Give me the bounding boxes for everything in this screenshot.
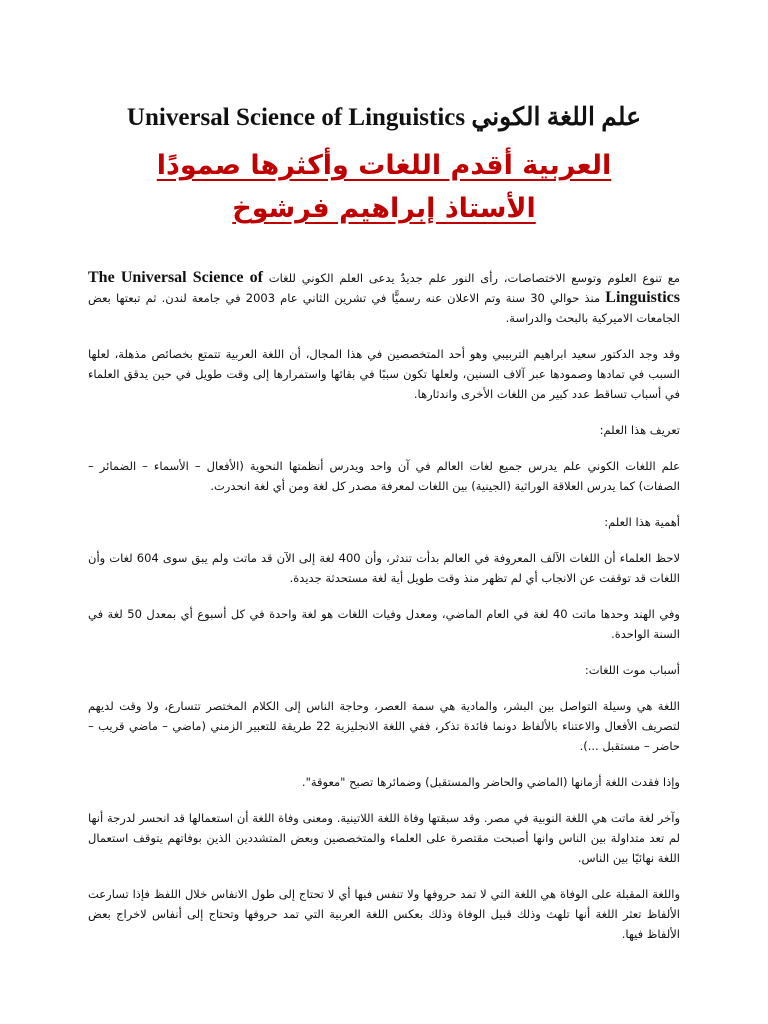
paragraph-dying: واللغة المقبلة على الوفاة هي اللغة التي لا تمد حروفها ولا تنفس فيها أي لا تحتاج إلى طول الانفاس خلال اللفظ فإذا تسارعت الألفاظ تعثر اللغة أنها تلهث وذلك قبيل الوفاة وذلك بعكس اللغة العربية التي تمد حروفها وتحتاج إلى أنفاس لاخراج بعض الألفاظ فيها. bbox=[88, 887, 680, 941]
article-body bbox=[88, 268, 680, 960]
intro-text-end: منذ حوالي 30 سنة وتم الاعلان عنه رسميًّا في تشرين الثاني عام 2003 في جامعة لندن. ثم تبعتها بعض الجامعات الاميركية بالبحث والدراسة. bbox=[88, 291, 680, 325]
paragraph-definition: علم اللغات الكوني علم يدرس جميع لغات العالم في آن واحد ويدرس أنظمتها النحوية (الأفعال – الأسماء – الضمائر – الصفات) كما يدرس العلاقة الوراثية (الجينية) بين اللغات لمعرفة مصدر كل لغة ومن أي لغة انحدرت. bbox=[88, 459, 680, 493]
paragraph-importance: لاحظ العلماء أن اللغات الآلف المعروفة في العالم بدأت تندثر، وأن 400 لغة إلى الآن قد ماتت ولم يبق سوى 604 لغات وأن اللغات قد توقفت عن الانجاب أي لم تظهر منذ وقت طويل أية لغة مستحدثة جديدة. bbox=[88, 551, 680, 585]
article-author: الأستاذ إبراهيم فرشوخ bbox=[232, 193, 536, 224]
paragraph-tenses: وإذا فقدت اللغة أزمانها (الماضي والحاضر والمستقبل) وضمائرها تصبح "معوقة". bbox=[301, 775, 680, 789]
intro-english-term: The Universal Science of Linguistics bbox=[88, 269, 680, 306]
article-title: العربية أقدم اللغات وأكثرها صمودًا bbox=[156, 150, 612, 181]
intro-text-start: مع تنوع العلوم وتوسع الاختصاصات، رأى النور علم جديدٌ يدعى العلم الكوني للغات bbox=[268, 271, 681, 285]
intro-paragraph bbox=[88, 268, 680, 328]
paragraph-researcher: وقد وجد الدكتور سعيد ابراهيم التربيبي وهو أحد المتخصصين في هذا المجال، أن اللغة العربية تتمتع بخصائص مذهلة، لعلها السبب في تمادها وصمودها عبر آلاف السنين، ولعلها تكون سببًا في بقائها واستمرارها إلى وقت طويل في حين يدقق العلماء في أسباب تساقط عدد كبير من اللغات الأخرى واندثارها. bbox=[88, 347, 680, 401]
paragraph-causes: اللغة هي وسيلة التواصل بين البشر، والمادية هي سمة العصر، وحاجة الناس إلى الكلام المختصر تتسارع، ولا وقت لديهم لتصريف الأفعال والاعتناء بالألفاظ دونما فائدة تذكر، ففي اللغة الانجليزية 22 طريقة للتعبير الزمني (ماضي – ماضي قريب – حاضر – مستقبل ...). bbox=[88, 699, 680, 753]
section-label-causes: أسباب موت اللغات: bbox=[584, 663, 680, 677]
paragraph-india: وفي الهند وحدها ماتت 40 لغة في العام الماضي، ومعدل وفيات اللغات هو لغة واحدة في كل أسبوع أي بمعدل 50 لغة في السنة الواحدة. bbox=[88, 607, 680, 641]
section-label-definition: تعريف هذا العلم: bbox=[599, 423, 680, 437]
paragraph-nubian: وآخر لغة ماتت هي اللغة النوبية في مصر. وقد سبقتها وفاة اللغة اللاتينية. ومعنى وفاة اللغة أن استعمالها قد انحسر لدرجة أنها لم تعد متداولة بين الناس وانها أصبحت مقتصرة على العلماء والمتخصصين وبعض المتشددين الذين بوفاتهم يتوقف استعمال اللغة نهائيًا بين الناس. bbox=[88, 811, 680, 865]
page-heading: علم اللغة الكوني Universal Science of Linguistics bbox=[126, 104, 642, 131]
section-label-importance: أهمية هذا العلم: bbox=[604, 515, 680, 529]
